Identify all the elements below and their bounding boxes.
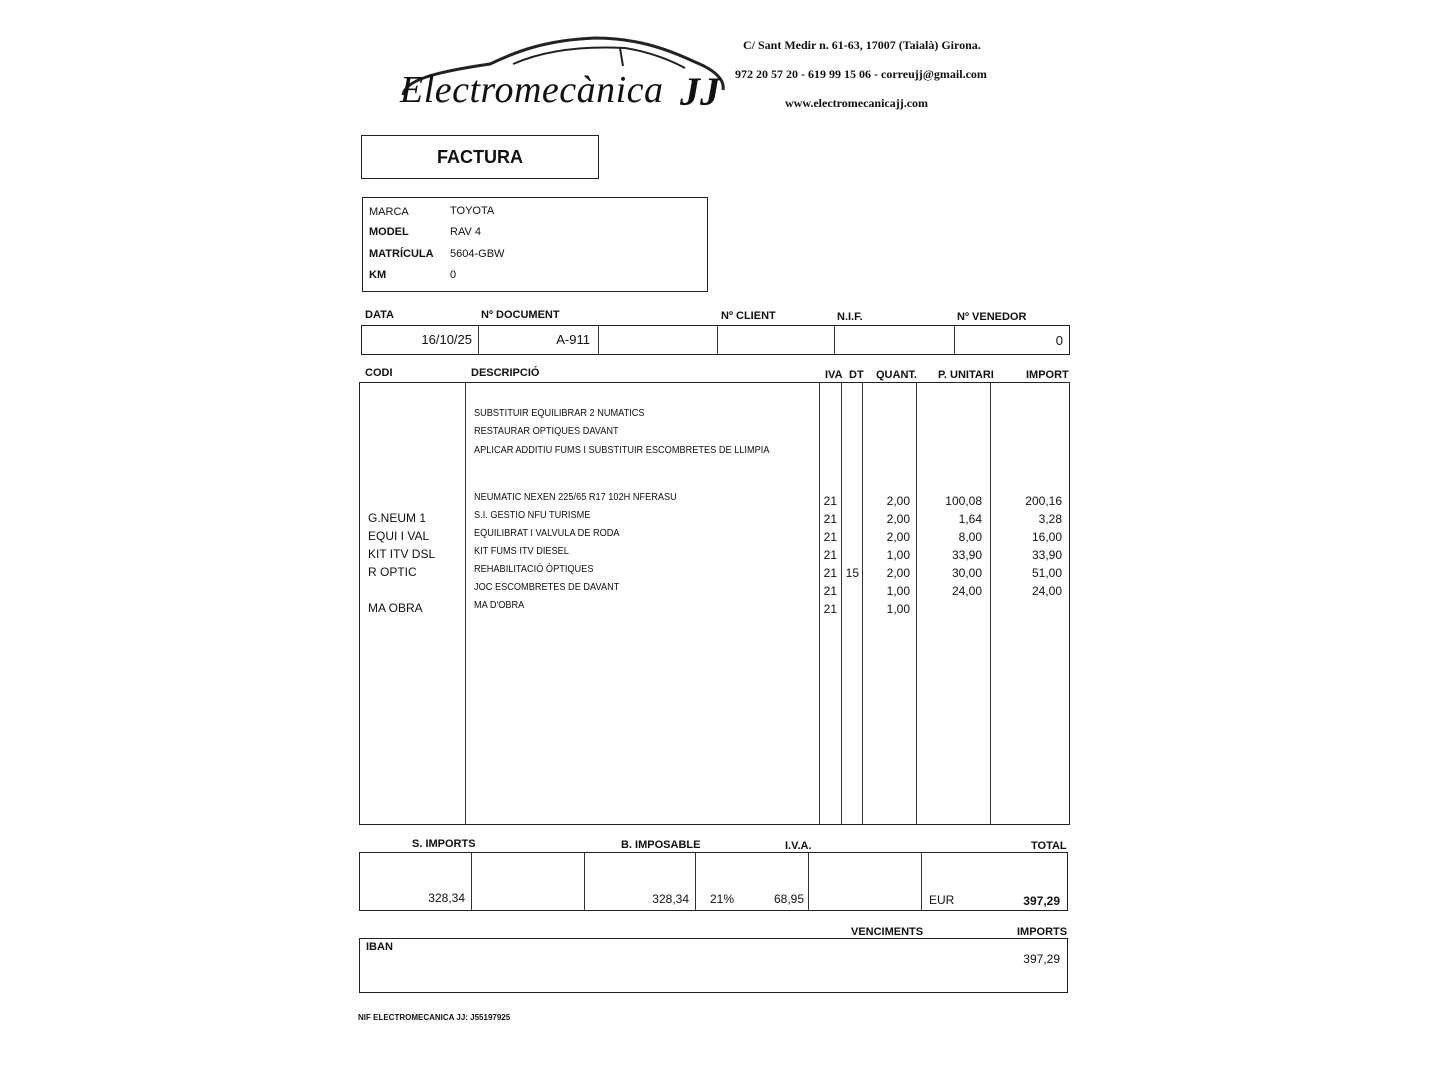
model-value: RAV 4	[450, 226, 481, 238]
matricula-label: MATRÍCULA	[369, 248, 434, 260]
marca-value: TOYOTA	[450, 205, 495, 217]
payment-import: 397,29	[1023, 952, 1060, 966]
row-iva: 21	[823, 584, 837, 598]
iva-percent: 21%	[710, 892, 735, 906]
model-label: MODEL	[369, 226, 409, 238]
row-codi: MA OBRA	[368, 601, 423, 615]
row-iva: 21	[823, 530, 837, 544]
table-row	[360, 583, 1069, 601]
row-import: 51,00	[1031, 566, 1062, 580]
imports-label: IMPORTS	[1017, 926, 1068, 938]
col-iva-header: IVA	[825, 369, 843, 381]
row-unit: 24,00	[951, 584, 982, 598]
row-quant: 1,00	[886, 548, 910, 562]
row-unit: 30,00	[951, 566, 982, 580]
note-line: APLICAR ADDITIU FUMS I SUBSTITUIR ESCOMBRETES DE LLIMPIA	[474, 445, 770, 456]
vehicle-box	[362, 197, 708, 292]
row-import: 33,90	[1031, 548, 1062, 562]
row-desc: S.I. GESTIO NFU TURISME	[474, 510, 591, 521]
document-label: Nº DOCUMENT	[481, 309, 560, 321]
row-unit: 1,64	[958, 512, 982, 526]
row-codi: G.NEUM 1	[368, 511, 427, 525]
document-value: A-911	[556, 332, 590, 347]
row-iva: 21	[823, 494, 837, 508]
company-address: C/ Sant Medir n. 61-63, 17007 (Taialà) Girona.	[743, 38, 981, 52]
currency: EUR	[929, 893, 955, 907]
company-contact: 972 20 57 20 - 619 99 15 06 - correujj@gmail.com	[735, 67, 987, 81]
s-imports-label: S. IMPORTS	[412, 838, 476, 850]
nif-label: N.I.F.	[837, 311, 863, 323]
col-codi-header: CODI	[365, 367, 393, 379]
row-import: 16,00	[1031, 530, 1062, 544]
data-label: DATA	[365, 309, 394, 321]
row-iva: 21	[823, 566, 837, 580]
row-desc: EQUILIBRAT I VALVULA DE RODA	[474, 528, 620, 539]
row-desc: KIT FUMS ITV DIESEL	[474, 546, 569, 557]
row-desc: MA D'OBRA	[474, 600, 525, 611]
table-row	[360, 511, 1069, 529]
footer-nif: NIF ELECTROMECANICA JJ: J55197925	[358, 1013, 511, 1022]
col-import-header: IMPORT	[1026, 369, 1069, 381]
document-title-box	[361, 135, 599, 179]
logo-wordmark: Electromecànica	[400, 69, 664, 111]
data-value: 16/10/25	[421, 332, 472, 347]
row-desc: REHABILITACIÓ ÒPTIQUES	[474, 564, 594, 575]
row-quant: 2,00	[886, 512, 910, 526]
s-imports-value: 328,34	[428, 891, 465, 905]
row-dt: 15	[845, 566, 859, 580]
row-iva: 21	[823, 512, 837, 526]
row-iva: 21	[823, 602, 837, 616]
total-value: 397,29	[1023, 894, 1060, 908]
iva-amount: 68,95	[773, 892, 804, 906]
table-row	[360, 529, 1069, 547]
b-imposable-label: B. IMPOSABLE	[621, 839, 701, 851]
row-import: 200,16	[1025, 494, 1062, 508]
row-codi: KIT ITV DSL	[368, 547, 436, 561]
row-unit: 33,90	[951, 548, 982, 562]
km-value: 0	[450, 269, 457, 281]
row-desc: NEUMATIC NEXEN 225/65 R17 102H NFERASU	[474, 492, 677, 503]
items-table	[359, 382, 1070, 825]
row-import: 3,28	[1038, 512, 1062, 526]
row-quant: 2,00	[886, 494, 910, 508]
payment-box	[359, 938, 1068, 993]
note-line: SUBSTITUIR EQUILIBRAR 2 NUMATICS	[474, 408, 645, 419]
table-row	[360, 601, 1069, 619]
venciments-label: VENCIMENTS	[851, 926, 924, 938]
total-label: TOTAL	[1031, 840, 1067, 852]
table-row	[360, 547, 1069, 565]
iva-label: I.V.A.	[785, 840, 812, 852]
row-quant: 1,00	[886, 602, 910, 616]
col-punitari-header: P. UNITARI	[938, 369, 994, 381]
b-imposable-value: 328,34	[652, 892, 689, 906]
row-import: 24,00	[1031, 584, 1062, 598]
col-dt-header: DT	[849, 369, 864, 381]
col-quant-header: QUANT.	[876, 369, 917, 381]
table-row	[360, 565, 1069, 583]
marca-label: MARCA	[369, 206, 409, 218]
totals-box	[359, 852, 1068, 911]
table-row	[360, 493, 1069, 511]
venedor-label: Nº VENEDOR	[957, 311, 1027, 323]
row-codi: R OPTIC	[368, 565, 417, 579]
logo-jj: JJ	[680, 69, 720, 114]
row-quant: 2,00	[886, 530, 910, 544]
row-codi: EQUI I VAL	[368, 529, 430, 543]
company-logo	[395, 30, 735, 120]
note-line: RESTAURAR OPTIQUES DAVANT	[474, 426, 619, 437]
document-title: FACTURA	[437, 147, 523, 167]
matricula-value: 5604-GBW	[450, 248, 505, 260]
venedor-value: 0	[1055, 333, 1063, 348]
row-unit: 8,00	[958, 530, 982, 544]
row-iva: 21	[823, 548, 837, 562]
row-quant: 2,00	[886, 566, 910, 580]
row-quant: 1,00	[886, 584, 910, 598]
doc-info-box	[361, 325, 1070, 355]
row-desc: JOC ESCOMBRETES DE DAVANT	[474, 582, 620, 593]
km-label: KM	[369, 269, 387, 281]
col-descripcio-header: DESCRIPCIÓ	[471, 367, 540, 379]
row-unit: 100,08	[945, 494, 982, 508]
company-web: www.electromecanicajj.com	[785, 96, 929, 110]
client-label: Nº CLIENT	[721, 310, 776, 322]
iban-label: IBAN	[366, 941, 393, 953]
